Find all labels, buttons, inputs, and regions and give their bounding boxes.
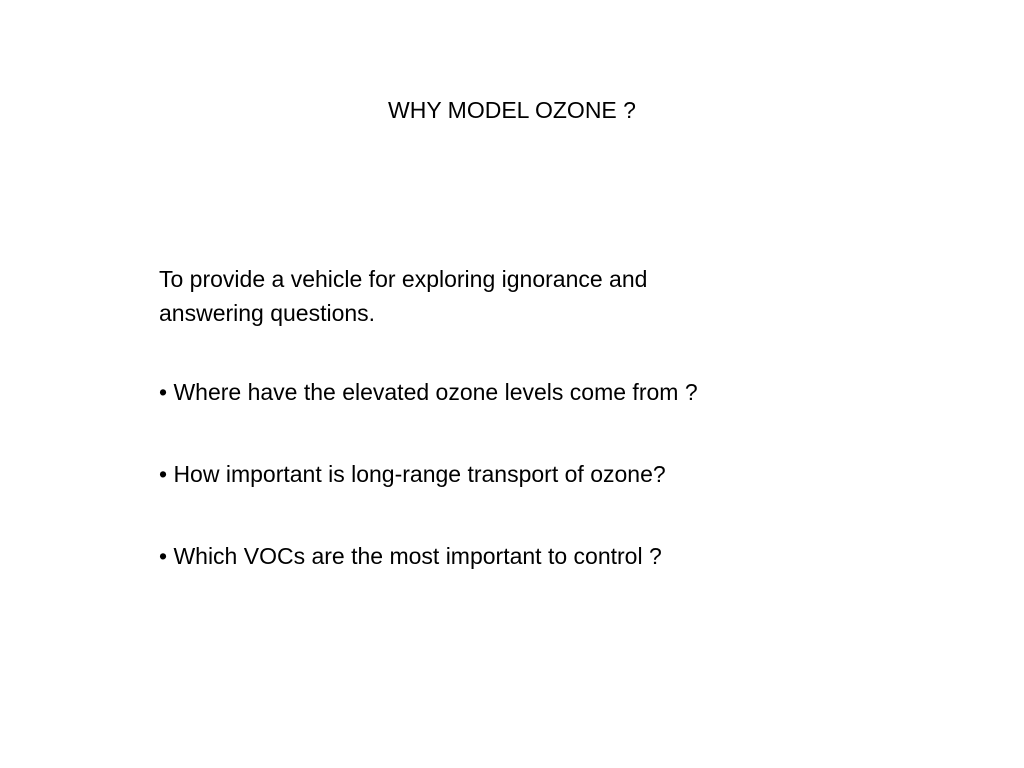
bullet-item-2: • How important is long-range transport of ozone? (159, 461, 666, 487)
bullet-item-1: • Where have the elevated ozone levels come from ? (159, 379, 698, 405)
slide-title: WHY MODEL OZONE ? (388, 97, 636, 123)
intro-paragraph (159, 262, 859, 330)
slide-body (159, 262, 859, 571)
bullet-item-3: • Which VOCs are the most important to control ? (159, 543, 662, 569)
intro-line-1: To provide a vehicle for exploring ignorance and (159, 266, 648, 292)
intro-line-2: answering questions. (159, 300, 376, 326)
